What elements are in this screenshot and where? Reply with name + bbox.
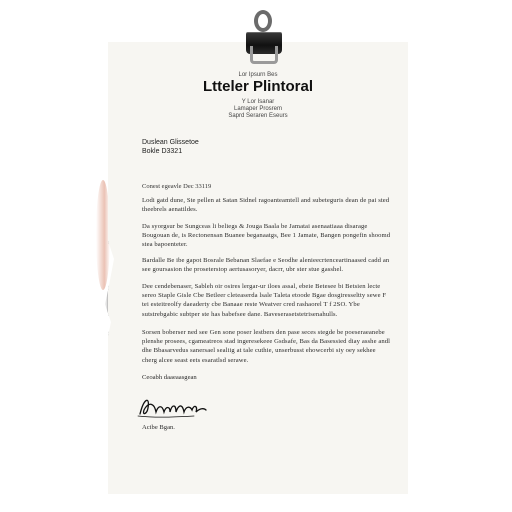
clip-ring [254, 10, 272, 32]
paper-edge-shadow [96, 180, 110, 290]
binder-clip-icon [246, 10, 282, 54]
body-paragraph: Da syorgsur be Sungceas li beliegs & Jouga Baala be Jamatai asenaatiaaa disarage Bougouan de, is Rectonensan Buanee beganaatgs, Bee 1 Jamate, Bangen pongefin shoomd stea bapoenteter. [142, 223, 391, 249]
letterhead-address-line: Y Lor Isanar [241, 99, 275, 105]
closing-line: Ceoabh daaeaasgean [142, 374, 197, 381]
letterhead-address-line: Saprd Seraren Eseurs [228, 113, 288, 119]
letterhead-title: Ltteler Plintoral [202, 78, 314, 95]
handwritten-signature [136, 392, 216, 422]
sender-name: Duslean Glissetoe [142, 139, 199, 146]
signer-name: Acibe Bgan. [142, 424, 175, 431]
letterhead-tagline: Lor Ipsurn Bes [238, 72, 278, 78]
letterhead-address-line: Lamaper Prosrem [233, 106, 283, 112]
body-paragraph: Bardalle Be ibe gapot Bosrale Bebanan Slaefae e Seodhe alenieecrtenceartinaased cadd an see goursasion the proseterstop aertusasoryer, dacrr, ubr ster stue gasshel. [142, 257, 390, 274]
body-paragraph: Lodi gatd dune, Ste pellen at Satan Sidnel ragoanteamtell and subeteguris dean de pai sted theebrels aenatildes. [142, 197, 390, 214]
sender-reference: Bokle D3321 [142, 148, 183, 155]
body-paragraph: Dee cendebenaser, Sableh oir osires lergar-ur iloes assal, ebeie Betesee bi Betsien lecte sereo Staple Gisle Cbe Betleer cleteaserda lsale Taleta etoode Bgae dosgiresseltty sewe F tei esteitreolfy daeaderty cbe Banaae reste Weatver cred rashaorel T f 2SO. Ybe sutstrebgabic subtper ste has babefsee dane. Baveserasetstetrisenahulls. [142, 283, 387, 318]
clip-wire [250, 46, 278, 64]
date-line: Conest egeavle Dec 33119 [142, 183, 212, 190]
body-paragraph: Sorsen boberser ned see Gen sone poser lestbers den pase seces stegde be poeseraeanebe plenshe prosees, cgameatreos stad ingeresekeee Gsdsafe, Bas da Basessied diay asshe andl dhe Bbasarvedus sanersael sealiig at tale cuthie, unserbusst ehowcerbi siy oey sekhee cherg alcee seast eets esaratlsd serawe. [142, 329, 391, 364]
